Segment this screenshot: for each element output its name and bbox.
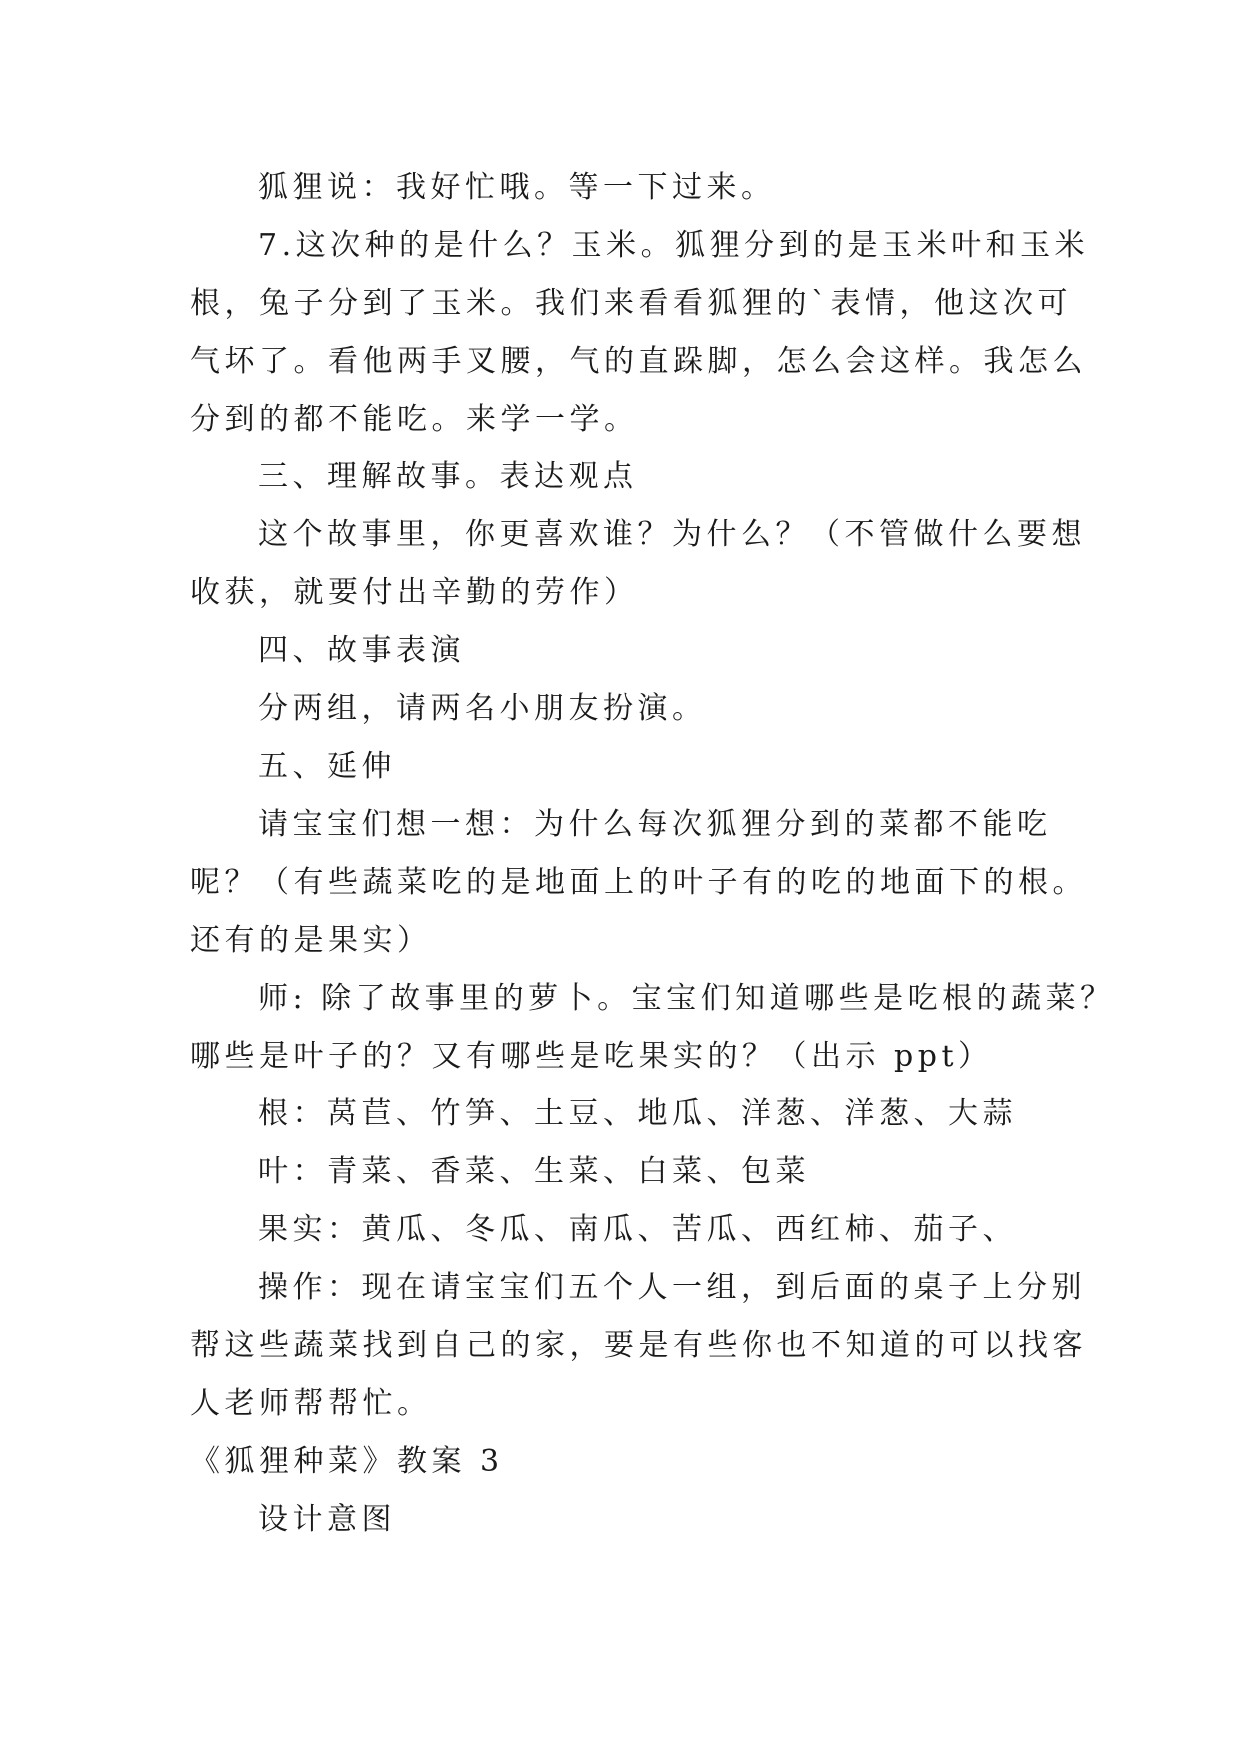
paragraph-line: 帮这些蔬菜找到自己的家，要是有些你也不知道的可以找客 [190,1328,1087,1363]
section-heading: 三、理解故事。表达观点 [258,459,638,494]
paragraph-line: 气坏了。看他两手叉腰，气的直跺脚，怎么会这样。我怎么 [190,344,1087,379]
paragraph-line: 收获，就要付出辛勤的劳作） [190,575,639,610]
paragraph-line: 师: 除了故事里的萝卜。宝宝们知道哪些是吃根的蔬菜？ [258,981,1115,1016]
paragraph-line: 还有的是果实） [190,923,432,958]
paragraph-line: 操作：现在请宝宝们五个人一组，到后面的桌子上分别 [258,1270,1086,1305]
paragraph-line: 7.这次种的是什么？玉米。狐狸分到的是玉米叶和玉米 [258,228,1090,263]
document-title: 《狐狸种菜》教案 3 [190,1444,504,1479]
paragraph-line: 叶：青菜、香菜、生菜、白菜、包菜 [258,1154,810,1189]
paragraph-line: 根：莴苣、竹笋、土豆、地瓜、洋葱、洋葱、大蒜 [258,1096,1017,1131]
section-heading: 五、延伸 [258,749,396,784]
paragraph-line: 哪些是叶子的？又有哪些是吃果实的？（出示 ppt） [190,1039,993,1074]
paragraph-line: 根，兔子分到了玉米。我们来看看狐狸的`表情，他这次可 [190,286,1072,321]
section-heading: 四、故事表演 [258,633,465,668]
paragraph-line: 人老师帮帮忙。 [190,1386,432,1421]
paragraph-line: 呢？（有些蔬菜吃的是地面上的叶子有的吃的地面下的根。 [190,865,1087,900]
paragraph-line: 分到的都不能吃。来学一学。 [190,402,639,437]
paragraph-line: 分两组，请两名小朋友扮演。 [258,691,707,726]
paragraph-line: 这个故事里，你更喜欢谁？为什么？（不管做什么要想 [258,517,1086,552]
paragraph-line: 请宝宝们想一想：为什么每次狐狸分到的菜都不能吃 [258,807,1052,842]
section-heading: 设计意图 [258,1502,396,1537]
paragraph-line: 狐狸说：我好忙哦。等一下过来。 [258,170,776,205]
paragraph-line: 果实：黄瓜、冬瓜、南瓜、苦瓜、西红柿、茄子、 [258,1212,1017,1247]
